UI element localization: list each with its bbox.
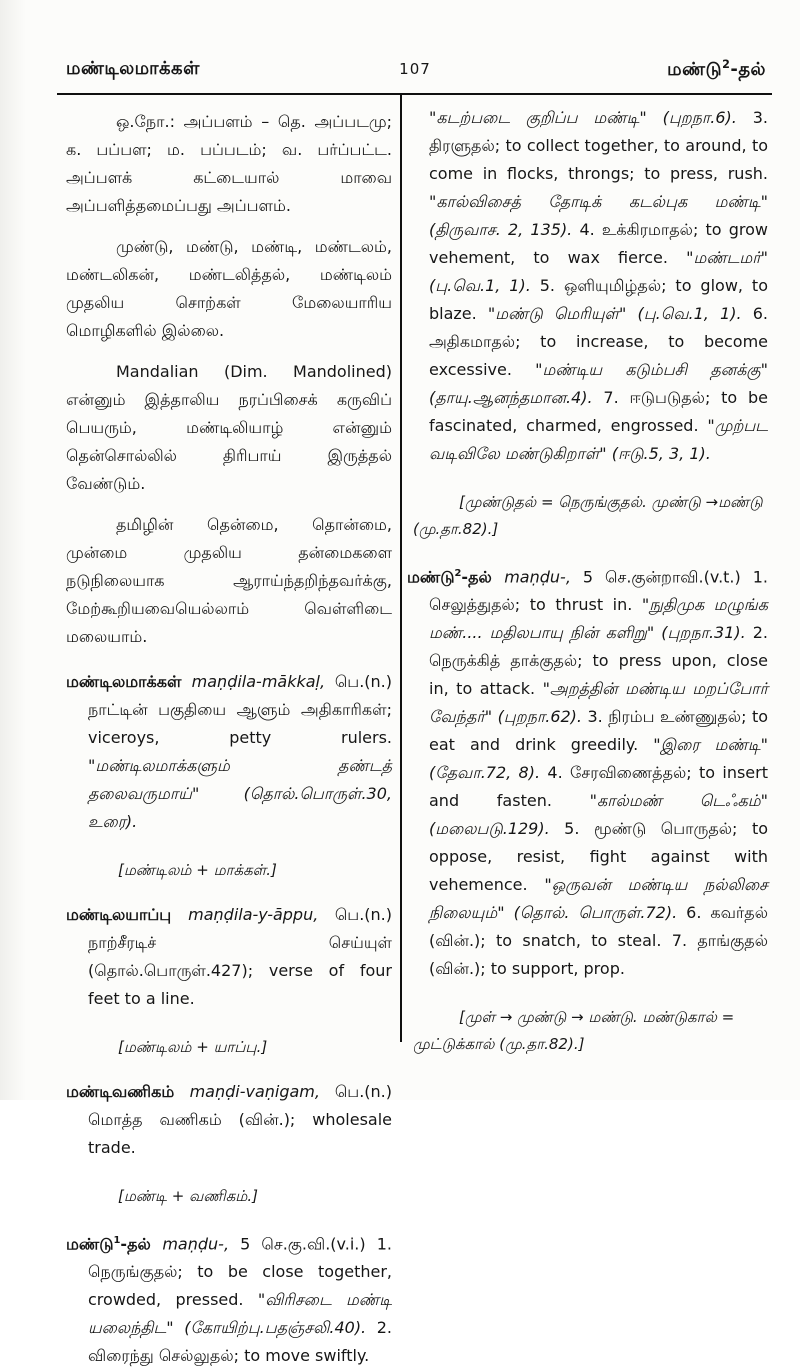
paragraph <box>66 108 392 220</box>
text-segment: 6. அதிகமாதல்; to increase, to become excessive. <box>429 304 768 379</box>
dictionary-entry <box>66 1227 392 1370</box>
text-segment: "கடற்படை குறிப்ப மண்டி" (புறநா.6). <box>429 108 737 127</box>
text-segment: [முண்டுதல் = நெருங்குதல். முண்டு →மண்டு (மு.தா.82).] <box>413 493 763 538</box>
paragraph <box>66 358 392 498</box>
column-divider <box>400 93 402 1042</box>
text-segment: [மண்டி + வணிகம்.] <box>118 1187 259 1205</box>
text-segment: பெ.(n.) நாட்டின் பகுதியை ஆளும் அதிகாரிகள்; viceroys, petty rulers. <box>88 672 392 747</box>
text-segment: 4. உக்கிரமாதல்; to grow vehement, to wax fierce. <box>429 220 768 267</box>
text-segment: maṇḍi-vaṇigam, <box>189 1082 335 1101</box>
headword-suffix: -தல் <box>730 59 766 80</box>
text-segment: "மண்டிலமாக்களும் தண்டத் தலைவருமாய்" (தொல்.பொருள்.30, உரை). <box>88 756 392 831</box>
etymology-note <box>413 489 768 543</box>
etymology-note <box>72 857 392 884</box>
text-segment: 5. மூண்டு பொருதல்; to oppose, resist, fight against with vehemence. <box>429 819 768 895</box>
text-segment: "அறத்தின் மண்டிய மறப்போர் வேந்தர்" (புறநா.62). <box>429 679 768 727</box>
paragraph <box>66 511 392 651</box>
text-segment: [மண்டிலம் + யாப்பு.] <box>118 1038 268 1056</box>
text-segment: Mandalian (Dim. Mandolined) என்னும் இத்தாலிய நரப்பிசைக் கருவிப் பெயரும், மண்டிலியாழ் என்னும் தென்சொல்லில் திரிபாய் இருத்தல் வேண்டும். <box>66 362 392 493</box>
running-head <box>58 56 772 88</box>
headword-base: மண்டு <box>667 59 723 80</box>
text-segment: 2 <box>454 568 462 579</box>
text-segment: maṇḍila-mākkaḷ, <box>191 672 335 691</box>
text-segment: ஒ.நோ.: அப்பளம் – தெ. அப்படமு; க. பப்பள; ம. பப்படம்; வ. பர்ப்பட்ட. அப்பளக் கட்டையால் மாவை அப்பளித்தமைப்பது அப்பளம். <box>66 112 392 215</box>
header-rule <box>57 93 772 95</box>
text-segment: மண்டிலமாக்கள் <box>66 672 192 691</box>
text-segment: 5. ஒளியுமிழ்தல்; to glow, to blaze. <box>429 276 768 323</box>
text-segment: [முள் → முண்டு → மண்டு. மண்டுகால் = முட்டுக்கால் (மு.தா.82).] <box>413 1008 735 1054</box>
entry-continuation <box>429 104 768 468</box>
right-column <box>407 104 768 1052</box>
text-segment: "ஒருவன் மண்டிய நல்லிசை நிலையும்" (தொல். பொருள்.72). <box>429 875 769 923</box>
text-segment: "முற்பட வடிவிலே மண்டுகிறாள்" (ஈடு.5, 3, 1). <box>429 416 768 463</box>
text-segment: "மண்டமர்" (பு.வெ.1, 1). <box>429 248 768 295</box>
text-segment: -தல் <box>120 1234 163 1254</box>
text-segment: 2. விரைந்து செல்லுதல்; to move swiftly. <box>88 1318 392 1366</box>
dictionary-entry <box>66 1078 392 1162</box>
left-column <box>66 108 393 1366</box>
text-segment: 2. நெருக்கித் தாக்குதல்; to press upon, close in, to attack. <box>429 623 768 699</box>
text-segment: "நுதிமுக மழுங்க மண்.... மதிலபாயு நின் களிறு" (புறநா.31). <box>429 595 768 643</box>
text-segment: 5 செ.குன்றாவி.(v.t.) 1. செலுத்துதல்; to thrust in. <box>429 567 768 615</box>
text-segment: 3. திரளுதல்; to collect together, to around, to come in flocks, throngs; to press, rush. <box>429 108 768 183</box>
text-segment: "மண்டு மெரியுள்" (பு.வெ.1, 1). <box>487 304 742 323</box>
text-segment: பெ.(n.) மொத்த வணிகம் (வின்.); wholesale trade. <box>88 1082 392 1157</box>
running-head-right-word <box>667 58 766 82</box>
etymology-note <box>72 1034 392 1061</box>
text-segment: மண்டு <box>407 567 455 587</box>
etymology-note <box>72 1183 392 1210</box>
page-number: 107 <box>399 60 431 78</box>
text-segment: முண்டு, மண்டு, மண்டி, மண்டலம், மண்டலிகன், மண்டலித்தல், மண்டிலம் முதலிய சொற்கள் மேலையாரிய மொழிகளில் இல்லை. <box>66 237 392 340</box>
text-segment: மண்டிலயாப்பு <box>66 905 189 924</box>
dictionary-entry <box>407 560 768 983</box>
dictionary-entry <box>66 901 392 1013</box>
text-segment: [மண்டிலம் + மாக்கள்.] <box>118 861 277 879</box>
text-segment: மண்டிவணிகம் <box>66 1082 190 1101</box>
text-segment: "கால்மண் டெஃகம்" (மலைபடு.129). <box>429 791 768 839</box>
text-segment: "மண்டிய கடும்பசி தனக்கு" (தாயு.ஆனந்தமான.4). <box>429 360 768 407</box>
text-segment: maṇḍu-, <box>162 1234 241 1254</box>
text-segment: 3. நிரம்ப உண்ணுதல்; to eat and drink greedily. <box>429 707 769 755</box>
headword-superscript: 2 <box>722 58 731 71</box>
dictionary-entry <box>66 668 392 836</box>
text-segment: மண்டு <box>66 1234 114 1254</box>
text-segment: maṇḍu-, <box>504 567 583 587</box>
etymology-note <box>413 1004 768 1058</box>
text-segment: பெ.(n.) நாற்சீரடிச் செய்யுள் (தொல்.பொருள்.427); verse of four feet to a line. <box>88 905 392 1008</box>
text-segment: 5 செ.கு.வி.(v.i.) 1. நெருங்குதல்; to be close together, crowded, pressed. <box>88 1234 392 1310</box>
text-segment: "விரிசடை மண்டி யலைந்திட" (கோயிற்பு.பதஞ்சலி.40). <box>88 1290 393 1338</box>
running-head-left-word: மண்டிலமாக்கள் <box>66 58 200 79</box>
text-segment: "கால்விசைத் தோடிக் கடல்புக மண்டி" (திருவாச. 2, 135). <box>429 192 768 239</box>
text-segment: maṇḍila-y-āppu, <box>188 905 335 924</box>
text-segment: "இரை மண்டி" (தேவா.72, 8). <box>429 735 769 783</box>
text-segment: 1 <box>113 1235 121 1246</box>
text-segment: 6. கவர்தல் (வின்.); to snatch, to steal. 7. தாங்குதல் (வின்.); to support, prop. <box>429 903 768 979</box>
paragraph <box>66 233 392 345</box>
text-segment: 7. ஈடுபடுதல்; to be fascinated, charmed, engrossed. <box>429 388 768 435</box>
text-segment: தமிழின் தென்மை, தொன்மை, முன்மை முதலிய தன்மைகளை நடுநிலையாக ஆராய்ந்தறிந்தவர்க்கு, மேற்கூறியவையெல்லாம் வெள்ளிடை மலையாம். <box>66 515 392 646</box>
text-segment: 4. சேரவிணைத்தல்; to insert and fasten. <box>429 763 768 811</box>
text-segment: -தல் <box>461 567 505 587</box>
